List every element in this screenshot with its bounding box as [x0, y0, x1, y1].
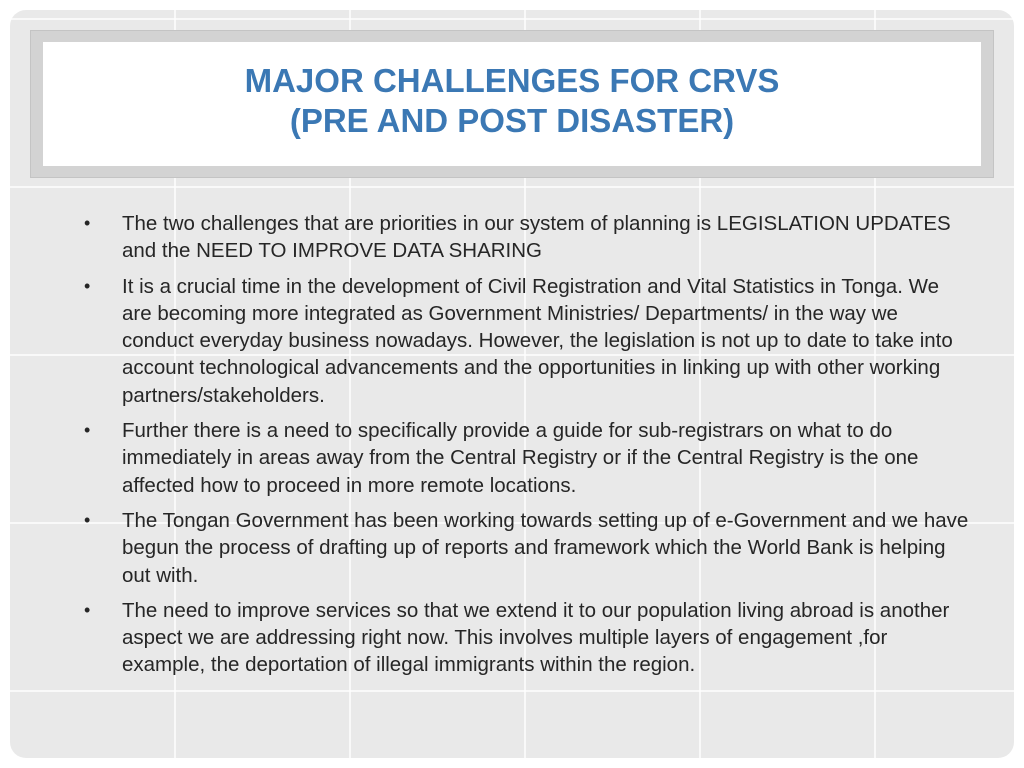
bullet-marker-icon: • — [84, 213, 91, 233]
slide-title-line-2: (PRE AND POST DISASTER) — [289, 102, 735, 139]
bullet-marker-icon: • — [84, 275, 91, 296]
bullet-marker-icon: • — [84, 509, 91, 530]
bullet-item — [84, 507, 974, 589]
bullet-text: The two challenges that are priorities in our system of planning is LEGISLATION UPDATES and the NEED TO IMPROVE DATA SHARING — [122, 212, 951, 263]
title-frame — [30, 30, 994, 178]
slide — [10, 10, 1014, 758]
bullet-list — [84, 210, 974, 687]
bullet-item — [84, 273, 974, 409]
bullet-item — [84, 210, 974, 265]
bullet-marker-icon: • — [84, 420, 91, 441]
bullet-item — [84, 597, 974, 679]
bullet-marker-icon: • — [84, 599, 91, 620]
bullet-text: Further there is a need to specifically provide a guide for sub-registrars on what to do immediately in areas away from the Central Registry or if the Central Registry is the one affected how to proceed in more remote locations. — [122, 419, 919, 497]
bullet-item — [84, 417, 974, 499]
bullet-text: It is a crucial time in the development of Civil Registration and Vital Statistics in Tonga. We are becoming more integrated as Government Ministries/ Departments/ in the way we conduct everyday business nowadays. However, the legislation is not up to date to take into account technological advancements and the opportunities in linking up with other working partners/stakeholders. — [122, 274, 953, 407]
bullet-text: The need to improve services so that we extend it to our population living abroad is another aspect we are addressing right now. This involves multiple layers of engagement ,for example, the deportation of illegal immigrants within the region. — [122, 598, 950, 677]
bullet-text: The Tongan Government has been working towards setting up of e-Government and we have begun the process of drafting up of reports and framework which the World Bank is helping out with. — [122, 508, 969, 587]
slide-title-line-1: MAJOR CHALLENGES FOR CRVS — [244, 62, 780, 99]
title-box — [43, 42, 981, 166]
